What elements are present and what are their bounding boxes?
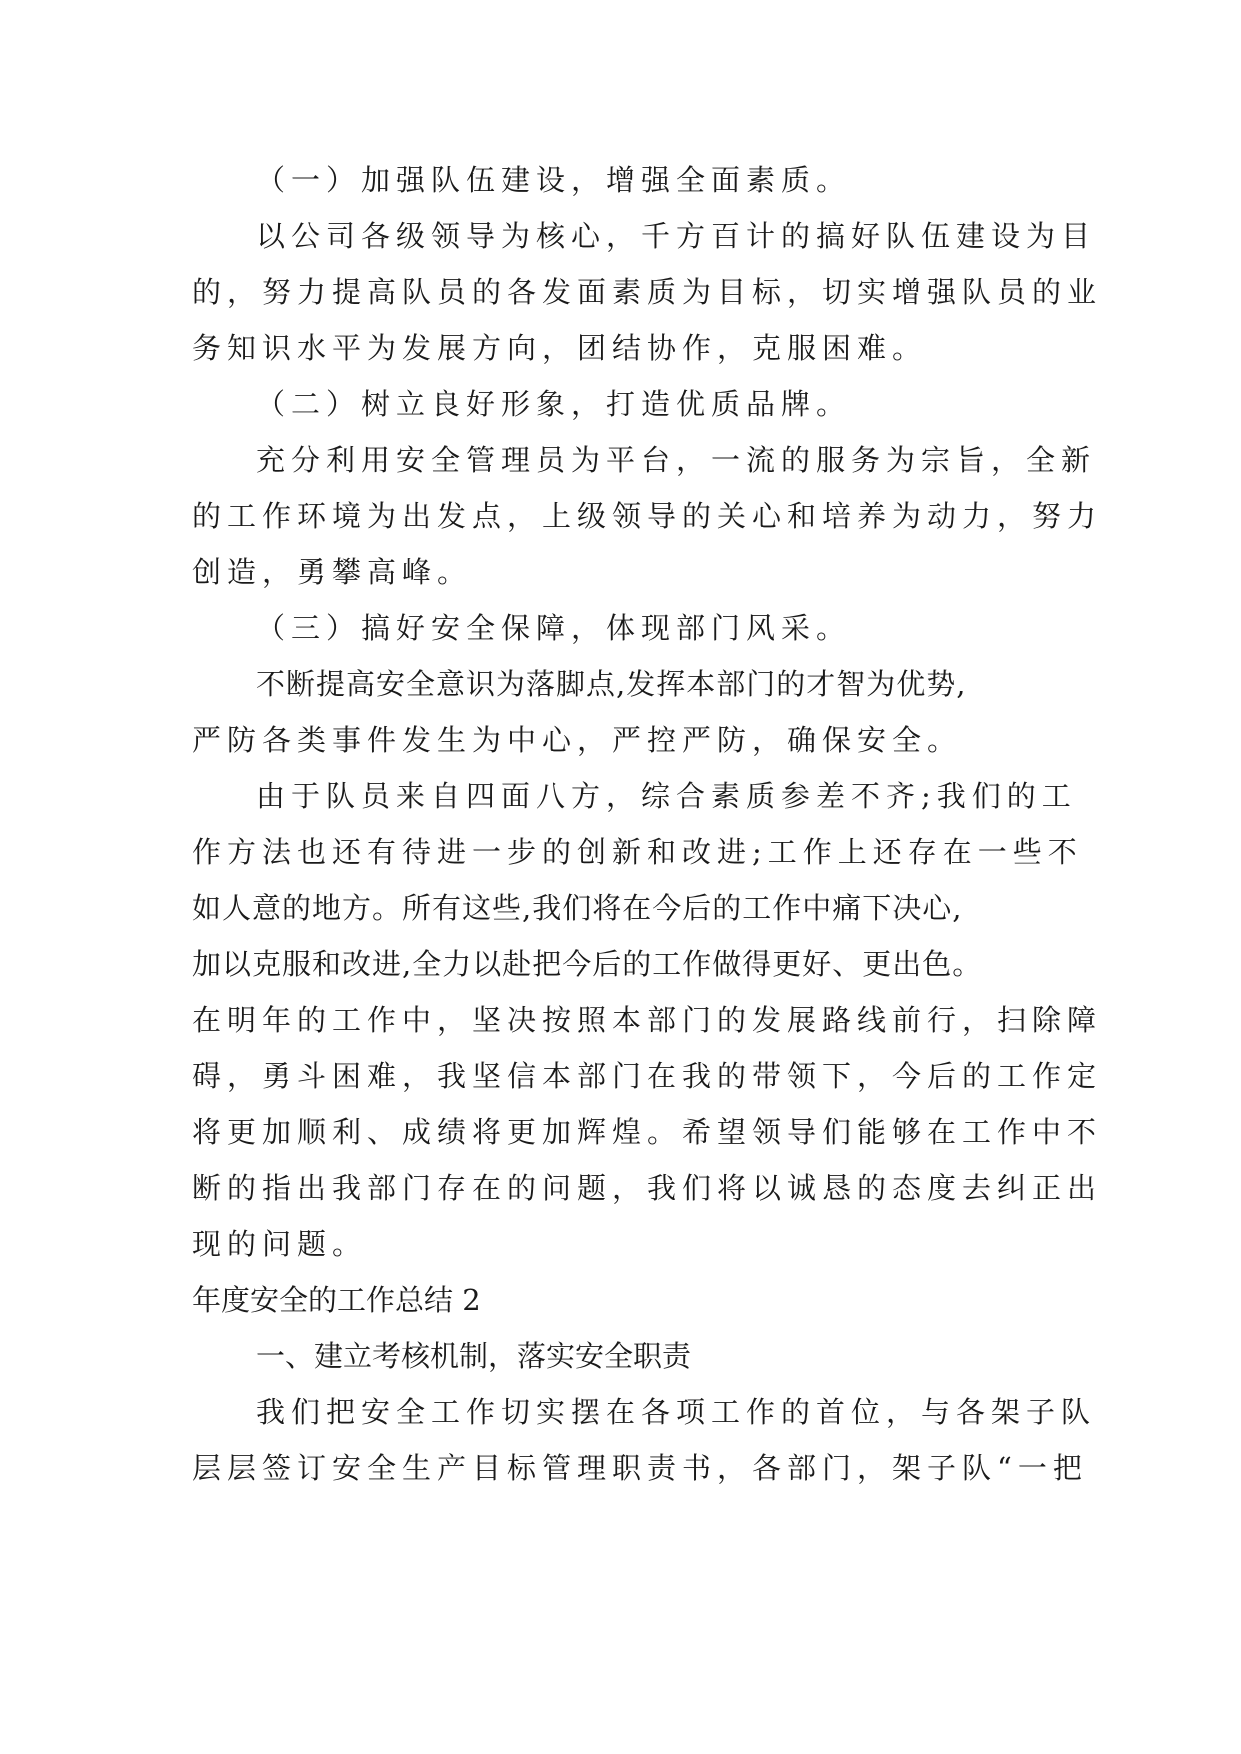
document-section-title: 年度安全的工作总结 2 <box>192 1283 481 1317</box>
paragraph-line: 的，努力提高队员的各发面素质为目标，切实增强队员的业 <box>192 275 1103 309</box>
section-heading-4: 一、建立考核机制，落实安全职责 <box>256 1339 692 1373</box>
section-heading-2: （二）树立良好形象，打造优质品牌。 <box>256 387 852 421</box>
paragraph-line: 将更加顺利、成绩将更加辉煌。希望领导们能够在工作中不 <box>192 1115 1103 1149</box>
paragraph-line: 碍，勇斗困难，我坚信本部门在我的带领下，今后的工作定 <box>192 1059 1103 1093</box>
paragraph-line: 我们把安全工作切实摆在各项工作的首位，与各架子队 <box>256 1395 1097 1429</box>
paragraph-line: 断的指出我部门存在的问题，我们将以诚恳的态度去纠正出 <box>192 1171 1103 1205</box>
paragraph-line: 如人意的地方。所有这些,我们将在今后的工作中痛下决心, <box>192 891 963 925</box>
paragraph-line: 由于队员来自四面八方，综合素质参差不齐;我们的工 <box>256 779 1077 813</box>
paragraph-line: 务知识水平为发展方向，团结协作，克服困难。 <box>192 331 928 365</box>
section-heading-3: （三）搞好安全保障，体现部门风采。 <box>256 611 852 645</box>
paragraph-line: 以公司各级领导为核心，千方百计的搞好队伍建设为目 <box>256 219 1097 253</box>
paragraph-line: 现的问题。 <box>192 1227 368 1261</box>
paragraph-line: 在明年的工作中，坚决按照本部门的发展路线前行，扫除障 <box>192 1003 1103 1037</box>
paragraph-line: 加以克服和改进,全力以赴把今后的工作做得更好、更出色。 <box>192 947 983 981</box>
paragraph-line: 的工作环境为出发点，上级领导的关心和培养为动力，努力 <box>192 499 1103 533</box>
paragraph-line: 不断提高安全意识为落脚点,发挥本部门的才智为优势, <box>256 667 967 701</box>
paragraph-line: 创造，勇攀高峰。 <box>192 555 473 589</box>
paragraph-line: 充分利用安全管理员为平台，一流的服务为宗旨，全新 <box>256 443 1097 477</box>
section-heading-1: （一）加强队伍建设，增强全面素质。 <box>256 163 852 197</box>
paragraph-line: 作方法也还有待进一步的创新和改进;工作上还存在一些不 <box>192 835 1083 869</box>
paragraph-line: 严防各类事件发生为中心，严控严防，确保安全。 <box>192 723 963 757</box>
paragraph-line: 层层签订安全生产目标管理职责书，各部门，架子队“一把 <box>192 1451 1088 1485</box>
